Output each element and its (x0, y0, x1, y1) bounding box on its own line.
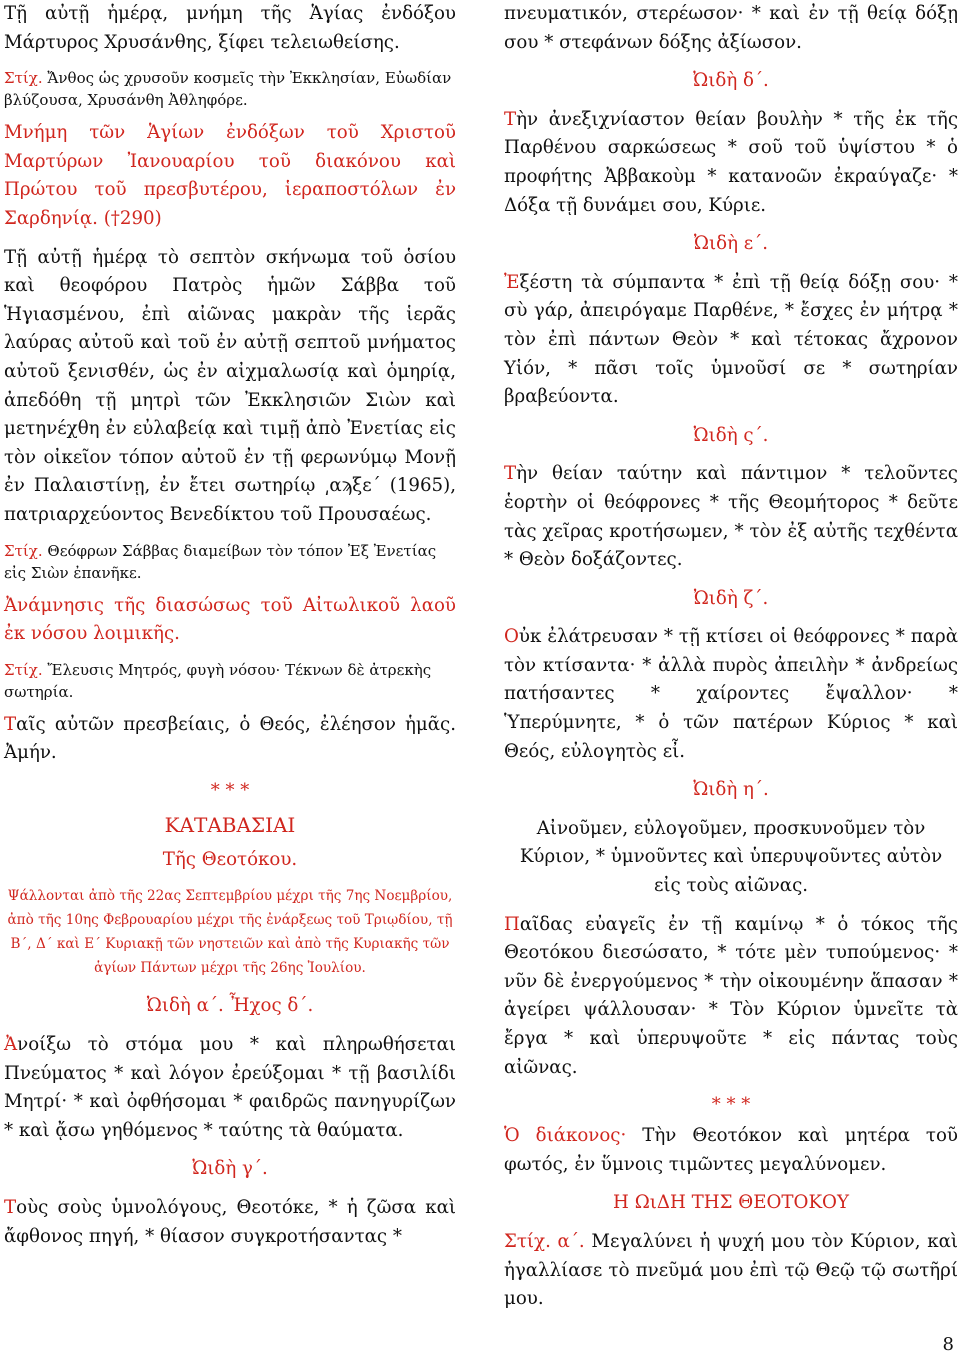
drop-letter: Ἀ (4, 1034, 18, 1056)
ode-3-text (4, 1194, 456, 1251)
verse-chrysanthe (4, 67, 456, 111)
ode-3-heading: Ὠιδὴ γ΄. (192, 1158, 268, 1180)
commemoration-chrysanthe: Τῇ αὐτῇ ἡμέρᾳ, μνήμη τῆς Ἁγίας ἐνδόξου Μάρτυρος Χρυσάνθης, ξίφει τελειωθείσης. (4, 3, 456, 53)
hymn-text: ὴν ἀνεξιχνίαστον θείαν βουλὴν * τῆς ἐκ τῆς Παρθένου σαρκώσεως * σοῦ τοῦ ὑψίστου * ὁ προφήτης Ἀββακοὺμ * κατανοῶν ἐκραύγαζε· * Δόξα τῇ δυνάμει σου, Κύριε. (504, 108, 958, 216)
verse-label: Στίχ. α΄. (504, 1230, 585, 1252)
commemoration-sabbas-relics: Τῇ αὐτῇ ἡμέρᾳ τὸ σεπτὸν σκήνωμα τοῦ ὁσίου καὶ θεοφόρου Πατρὸς ἡμῶν Σάββα τοῦ Ἡγιασμένου, ἐπὶ αἰῶνας μακρὰν τῆς ἱερᾶς λαύρας αὐτοῦ καὶ τοῦ ἐν αὐτῇ σεπτοῦ μνήματος αὐτοῦ ξενισθέν, ὡς ἐν αἰχμαλωσίᾳ καὶ ὁμηρίᾳ, ἀπεδόθη τῇ μητρὶ τῶν Ἐκκλησιῶν Σιὼν καὶ μετηνέχθη ἐν εὐλαβείᾳ καὶ τιμῇ ἀπὸ Ἐνετίας εἰς τὸν οἰκεῖον τόπον αὐτοῦ ἐν τῇ φερωνύμῳ Μονῇ ἐν Παλαιστίνῃ, ἐν ἔτει σωτηρίῳ ͵αϡξε΄ (1965), πατριαρχεύοντος Βενεδίκτου τοῦ Προυσαέως. (4, 246, 456, 525)
katavasiai-title: ΚΑΤΑΒΑΣΙΑΙ (164, 812, 296, 837)
verse-label: Στίχ. (4, 69, 43, 88)
ode-4-heading: Ὠιδὴ δ΄. (693, 70, 769, 92)
drop-letter: Ἐ (504, 271, 520, 293)
drop-letter: Τ (4, 1197, 17, 1219)
ode-3-continued: πνευματικόν, στερέωσον· * καὶ ἐν τῇ θείᾳ δόξῃ σου * στεφάνων δόξης ἀξίωσον. (504, 3, 958, 53)
prayer-text: αῖς αὐτῶν πρεσβείαις, ὁ Θεός, ἐλέησον ἡμᾶς. Ἀμήν. (4, 713, 456, 764)
commemoration-aitoliko: Ἀνάμνησις τῆς διασώσως τοῦ Αἰτωλικοῦ λαοῦ ἐκ νόσου λοιμικῆς. (4, 594, 456, 645)
rubric-instructions: Ψάλλονται ἀπὸ τῆς 22ας Σεπτεμβρίου μέχρι τῆς 7ης Νοεμβρίου, ἀπὸ τῆς 10ης Φεβρουαρίου μέχρι τῆς ἐνάρξεως τοῦ Τριῳδίου, τῇ Β΄, Δ΄ καὶ Ε΄ Κυριακῇ τῶν νηστειῶν καὶ ἀπὸ τῆς Κυριακῆς τῶν ἁγίων Πάντων μέχρι τῆς 26ης Ἰουλίου. (7, 888, 453, 977)
ode-5-text (504, 269, 958, 412)
verse-text: Ἄνθος ὡς χρυσοῦν κοσμεῖς τὴν Ἐκκλησίαν, Εὐωδίαν βλύζουσα, Χρυσάνθη Ἀθληφόρε. (4, 69, 452, 110)
page-number: 8 (942, 1334, 954, 1355)
ode-7-text (504, 623, 958, 766)
drop-letter: Π (504, 913, 520, 935)
ode-9-heading: Η ΩιΔΗ ΤΗΣ ΘΕΟΤΟΚΟΥ (613, 1192, 849, 1214)
hymn-text: νοίξω τὸ στόμα μου * καὶ πληρωθήσεται Πνεύματος * καὶ λόγον ἐρεύξομαι * τῇ βασιλίδι Μητρί· * καὶ ὀφθήσομαι * φαιδρῶς πανηγυρίζων * καὶ ᾄσω γηθόμενος * ταύτης τὰ θαύματα. (4, 1034, 456, 1141)
section-divider: * * * (711, 1094, 751, 1116)
drop-letter: Τ (4, 713, 17, 735)
magnificat-verse (504, 1228, 958, 1314)
ode-4-text (504, 106, 958, 220)
commemoration-januarius: Μνήμη τῶν Ἁγίων ἐνδόξων τοῦ Χριστοῦ Μαρτύρων Ἰανουαρίου τοῦ διακόνου καὶ Πρώτου τοῦ πρεσβυτέρου, ἱεραποστόλων ἐν Σαρδηνίᾳ. (†290) (4, 122, 456, 229)
drop-letter: Ο (504, 626, 519, 648)
verse-label: Στίχ. (4, 660, 43, 679)
verse-text: Μεγαλύνει ἡ ψυχή μου τὸν Κύριον, καὶ ἠγαλλίασε τὸ πνεῦμά μου ἐπὶ τῷ Θεῷ τῷ σωτῆρί μου. (504, 1230, 958, 1310)
ode-1-text (4, 1031, 456, 1145)
closing-prayer (4, 711, 456, 768)
hymn-text: ὐκ ἐλάτρευσαν * τῇ κτίσει οἱ θεόφρονες * παρὰ τὸν κτίσαντα· * ἀλλὰ πυρὸς ἀπειλὴν * ἀνδρείως πατήσαντες * χαίροντες ἔψαλλον· * Ὑπερύμνητε, * ὁ τῶν πατέρων Κύριος * καὶ Θεός, εὐλογητὸς εἶ. (504, 626, 958, 762)
hymn-text: οὺς σοὺς ὑμνολόγους, Θεοτόκε, * ἡ ζῶσα καὶ ἄφθονος πηγή, * θίασον συγκροτήσαντας * (4, 1197, 456, 1247)
verse-label: Στίχ. (4, 541, 43, 560)
ode-1-heading: Ὠιδὴ α΄. Ἦχος δ΄. (146, 995, 314, 1017)
right-column (504, 0, 958, 1314)
left-column (4, 0, 456, 1251)
ode-8-irmos: Αἰνοῦμεν, εὐλογοῦμεν, προσκυνοῦμεν τὸν Κύριον, * ὑμνοῦντες καὶ ὑπερυψοῦντες αὐτὸν εἰς τοὺς αἰῶνας. (519, 817, 943, 897)
ode-6-text (504, 460, 958, 574)
deacon-label: Ὁ διάκονος· (504, 1125, 627, 1147)
ode-8-heading: Ὠιδὴ η΄. (693, 779, 769, 801)
section-divider: * * * (210, 779, 250, 801)
hymn-text: ξέστη τὰ σύμπαντα * ἐπὶ τῇ θείᾳ δόξῃ σου· * σὺ γάρ, ἀπειρόγαμε Παρθένε, * ἔσχες ἐν μήτρᾳ * τὸν ἐπὶ πάντων Θεὸν * καὶ τέτοκας ἄχρονον Υἱόν, * πᾶσι τοῖς ὑμνοῦσί σε * σωτηρίαν βραβεύοντα. (504, 271, 958, 408)
ode-6-heading: Ὠιδὴ ς΄. (693, 424, 769, 446)
ode-7-heading: Ὠιδὴ ζ΄. (693, 587, 769, 609)
verse-text: Ἔλευσις Μητρός, φυγὴ νόσου· Τέκνων δὲ ἀτρεκὴς σωτηρία. (4, 660, 432, 701)
deacon-text: Τὴν Θεοτόκον καὶ μητέρα τοῦ φωτός, ἐν ὕμνοις τιμῶντες μεγαλύνομεν. (504, 1125, 958, 1175)
deacon-exclamation (504, 1122, 958, 1179)
verse-text: Θεόφρων Σάββας διαμείβων τὸν τόπον Ἐξ Ἐνετίας εἰς Σιὼν ἐπανῆκε. (4, 541, 437, 582)
hymn-text: αῖδας εὐαγεῖς ἐν τῇ καμίνῳ * ὁ τόκος τῆς Θεοτόκου διεσώσατο, * τότε μὲν τυπούμενος· * νῦν δὲ ἐνεργούμενος * τὴν οἰκουμένην ἅπασαν * ἀγείρει ψάλλουσαν· * Τὸν Κύριον ὑμνεῖτε τὰ ἔργα * καὶ ὑπερυψοῦτε * εἰς πάντας τοὺς αἰῶνας. (504, 913, 958, 1078)
verse-sabbas (4, 540, 456, 584)
verse-aitoliko (4, 659, 456, 703)
drop-letter: Τ (504, 108, 517, 130)
ode-5-heading: Ὠιδὴ ε΄. (693, 233, 769, 255)
theotokou-subtitle: Τῆς Θεοτόκου. (162, 848, 298, 870)
hymn-text: ὴν θείαν ταύτην καὶ πάντιμον * τελοῦντες ἑορτὴν οἱ θεόφρονες * τῆς Θεομήτορος * δεῦτε τὰς χεῖρας κροτήσωμεν, * τὸν ἐξ αὐτῆς τεχθέντα * Θεὸν δοξάζοντες. (504, 463, 958, 571)
drop-letter: Τ (504, 463, 517, 485)
ode-8-text (504, 911, 958, 1083)
